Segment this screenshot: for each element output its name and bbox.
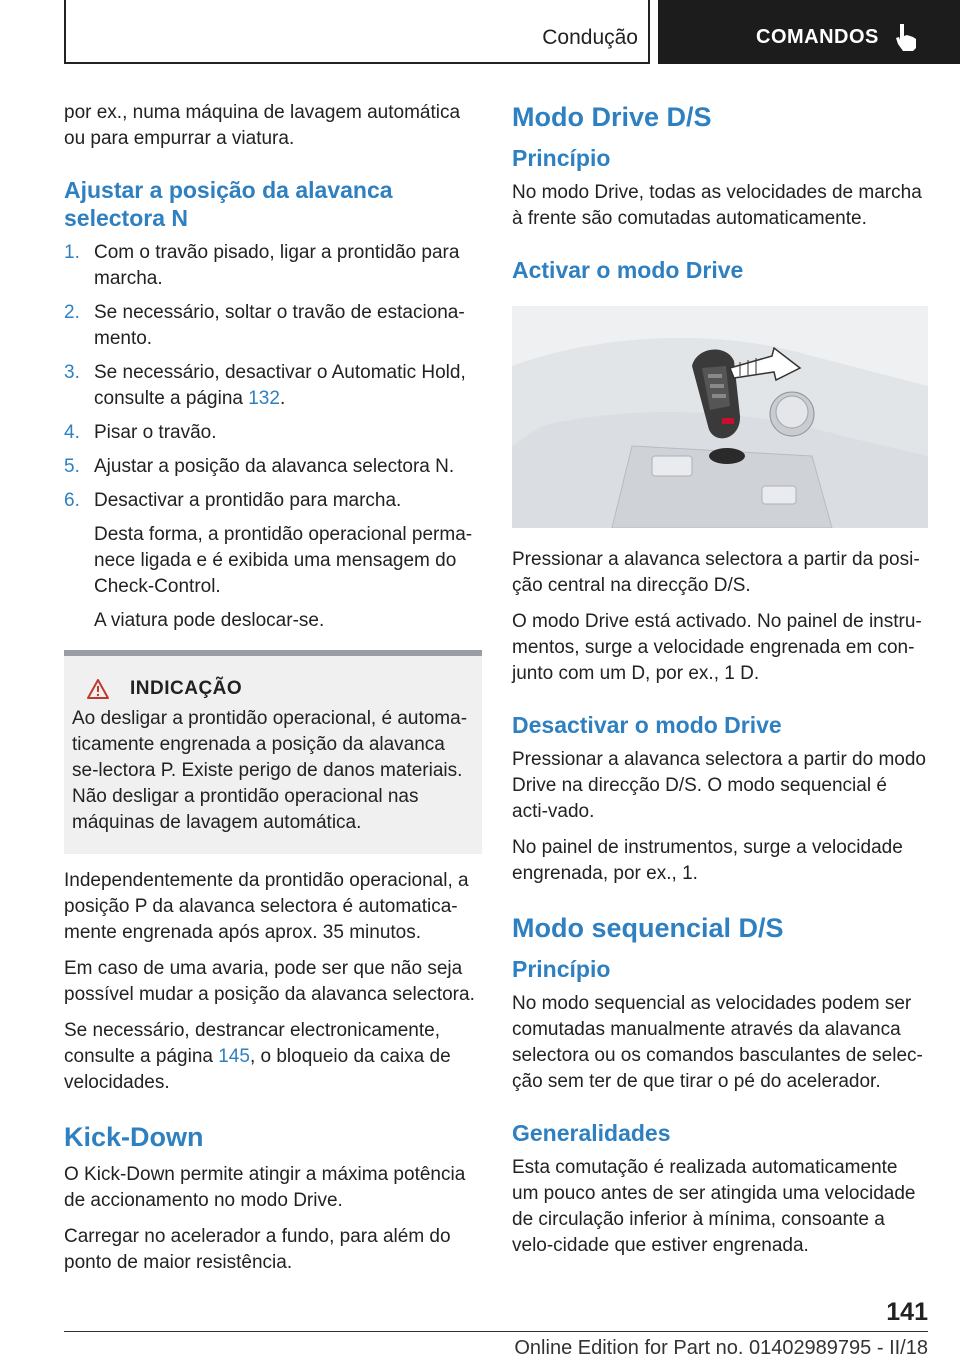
hand-pointer-icon [894,22,920,52]
activate-text-1: Pressionar a alavanca selectora a partir da posi-ção central na direcção D/S. [512,549,920,596]
deactivate-text-2: No painel de instrumentos, surge a velocidade engrenada, por ex., 1. [512,837,903,884]
step-2: 2. Se necessário, soltar o travão de estaciona-mento. [64,302,465,349]
paragraph-malfunction: Em caso de uma avaria, pode ser que não seja possível mudar a posição da alavanca selectora. [64,958,475,1005]
notice-title: INDICAÇÃO [130,678,243,699]
notice-box [64,650,482,854]
deactivate-text-1: Pressionar a alavanca selectora a partir do modo Drive na direcção D/S. O modo sequencial é acti-vado. [512,749,927,822]
heading-neutral: Ajustar a posição da alavanca selectora N [64,177,393,231]
heading-drive-mode: Modo Drive D/S [512,102,712,132]
gear-selector-illustration [512,306,928,528]
step-6: 6. Desactivar a prontidão para marcha. [64,490,402,511]
chapter-title: COMANDOS [756,26,879,48]
section-title: Condução [542,26,638,49]
heading-general: Generalidades [512,1120,671,1146]
steps-list [64,240,482,514]
header-rule-bottom [64,62,650,64]
notice-text: Ao desligar a prontidão operacional, é automa-ticamente engrenada a posição da alavanca se-lectora P. Existe perigo de danos materiais. Não desligar a prontidão operacional nas máquinas de lavagem automática. [72,708,468,833]
left-column [64,100,482,1286]
sequential-principle-text: No modo sequencial as velocidades podem ser comutadas manualmente através da alavanca selectora ou os comandos basculantes de selec-ção sem ter de que tirar o pé do acelerador. [512,993,923,1092]
kickdown-paragraph-1: O Kick-Down permite atingir a máxima potência de accionamento no modo Drive. [64,1164,466,1211]
heading-deactivate-drive: Desactivar o modo Drive [512,712,782,738]
step-6-note-1: Desta forma, a prontidão operacional perma-nece ligada e é exibida uma mensagem do Check-Control. [94,524,473,597]
heading-principle-drive: Princípio [512,145,611,171]
activate-text-2: O modo Drive está activado. No painel de instru-mentos, surge a velocidade engrenada em con-junto com um D, por ex., 1 D. [512,611,922,684]
header-rule-left [64,0,66,64]
intro-paragraph: por ex., numa máquina de lavagem automática ou para empurrar a viatura. [64,102,461,149]
general-text: Esta comutação é realizada automaticamente um pouco antes de ser atingida uma velocidade de circulação inferior à mínima, consoante a velo-cidade que estiver engrenada. [512,1157,916,1256]
footer-edition: Online Edition for Part no. 01402989795 - II/18 [514,1337,928,1359]
step-1: 1. Com o travão pisado, ligar a prontidão para marcha. [64,242,460,289]
kickdown-paragraph-2: Carregar no acelerador a fundo, para além do ponto de maior resistência. [64,1226,451,1273]
heading-kickdown: Kick-Down [64,1122,204,1152]
header-rule-right [648,0,650,64]
warning-triangle-icon [86,678,110,700]
paragraph-auto-park: Independentemente da prontidão operacional, a posição P da alavanca selectora é automatica-mente engrenada após aprox. 35 minutos. [64,870,469,943]
step-3: 3. Se necessário, desactivar o Automatic Hold, consulte a página 132. [64,362,466,409]
heading-activate-drive: Activar o modo Drive [512,257,744,283]
notice-header [72,678,474,700]
chapter-tab [658,0,960,64]
heading-sequential-mode: Modo sequencial D/S [512,913,784,943]
drive-principle-text: No modo Drive, todas as velocidades de marcha à frente são comutadas automaticamente. [512,182,922,229]
page-number: 141 [886,1298,928,1326]
step-5: 5. Ajustar a posição da alavanca selectora N. [64,456,455,477]
footer-rule [64,1331,928,1332]
page-link-132[interactable]: 132 [248,388,280,409]
right-column [512,100,928,1269]
step-4: 4. Pisar o travão. [64,422,217,443]
page-link-145[interactable]: 145 [218,1046,250,1067]
heading-principle-sequential: Princípio [512,956,611,982]
paragraph-unlock: Se necessário, destrancar electronicamente, consulte a página 145, o bloqueio da caixa de velocidades. [64,1020,451,1093]
step-6-note-2: A viatura pode deslocar-se. [94,610,325,631]
